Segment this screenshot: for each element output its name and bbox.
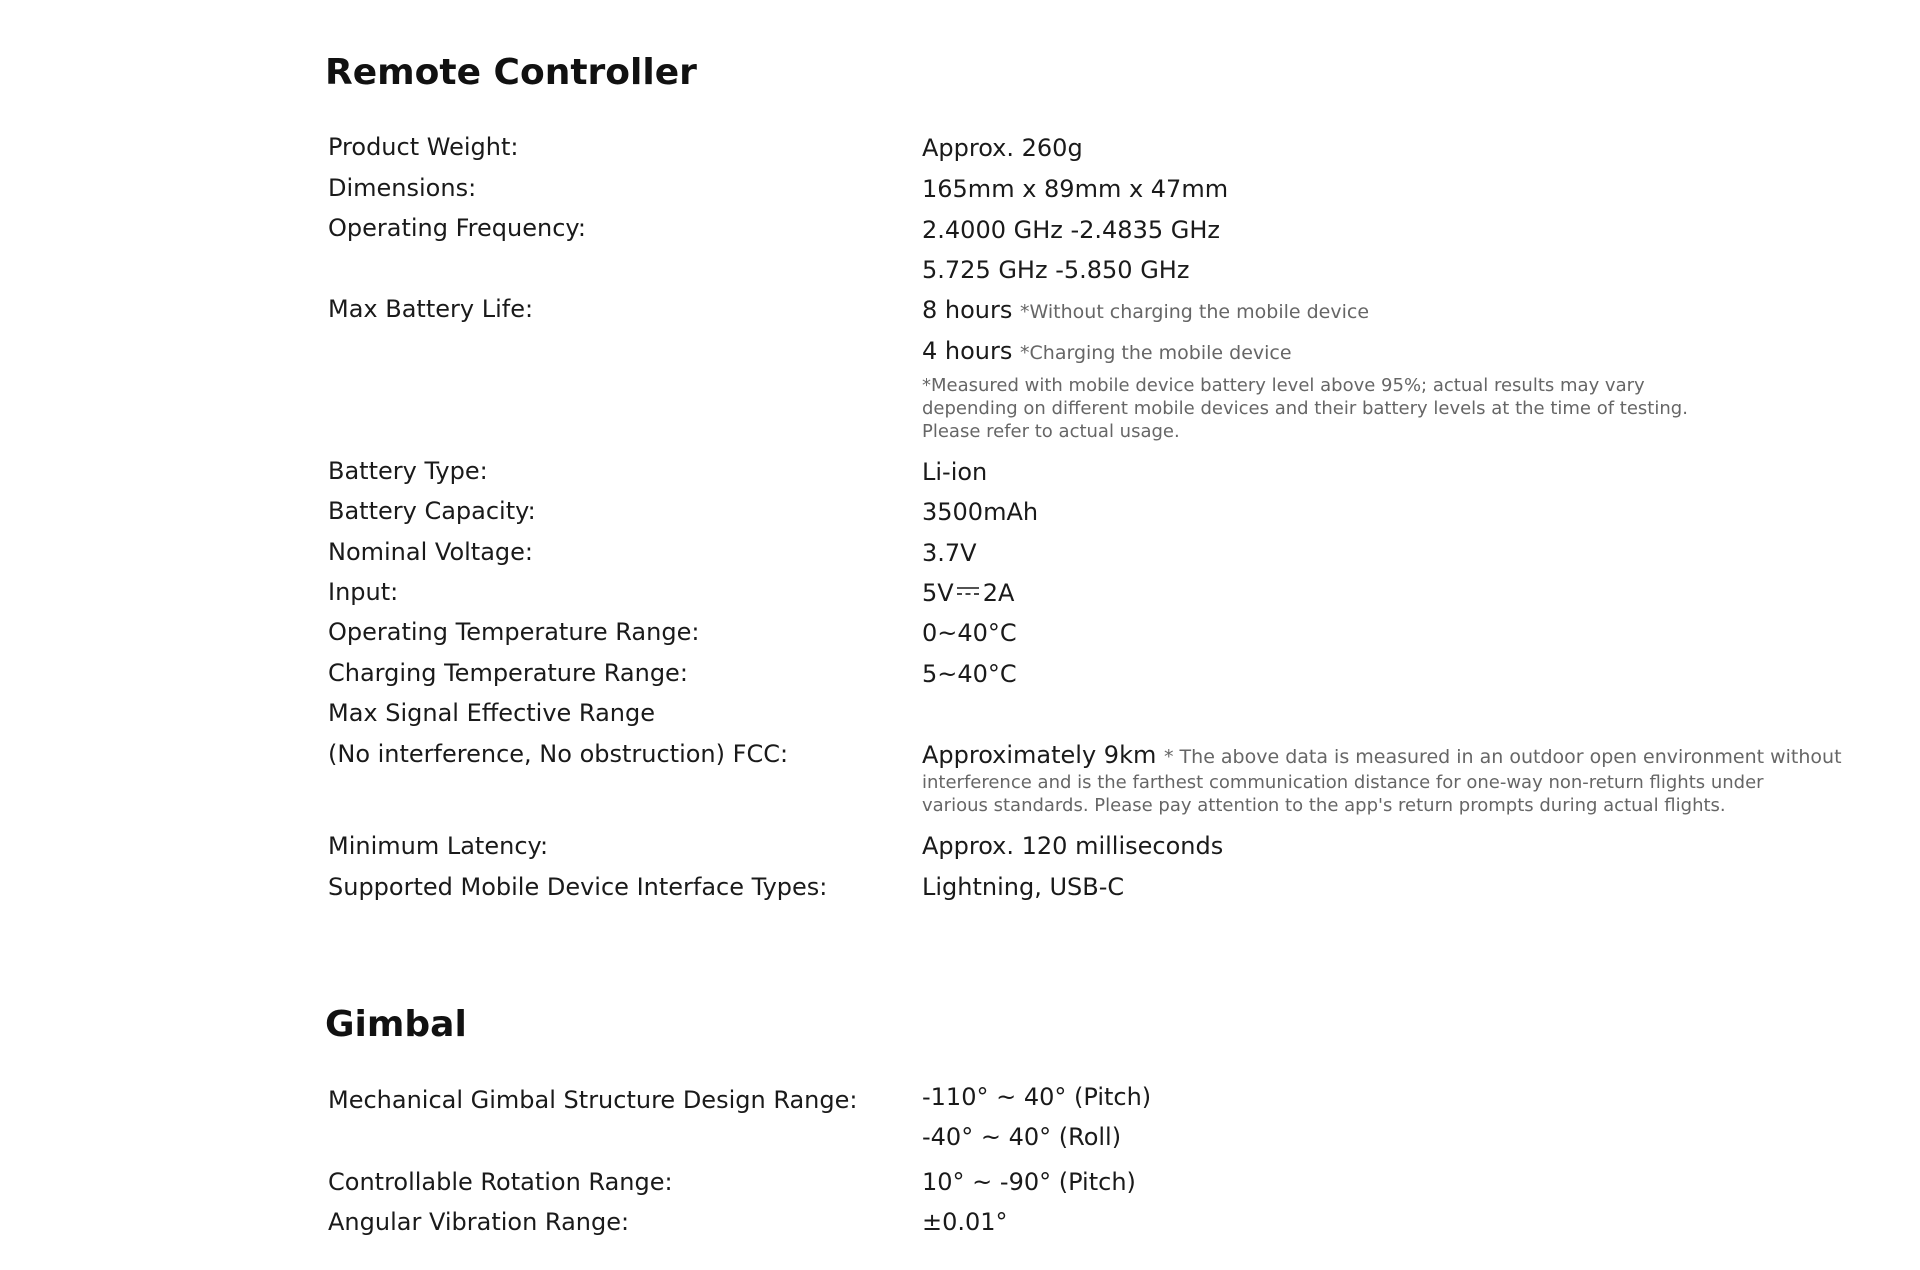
spec-label-minimum-latency: Minimum Latency: xyxy=(328,832,549,860)
spec-label-input: Input: xyxy=(328,578,399,606)
signal-footnote-line-2: interference and is the farthest communication distance for one-way non-return flights under xyxy=(922,772,1764,793)
spec-value-operating-frequency-1: 2.4000 GHz -2.4835 GHz xyxy=(922,216,1220,244)
spec-value-minimum-latency: Approx. 120 milliseconds xyxy=(922,832,1224,860)
spec-value-controllable-range: 10° ~ -90° (Pitch) xyxy=(922,1168,1136,1196)
battery-life-hours-2: 4 hours xyxy=(922,337,1013,365)
section-title-gimbal: Gimbal xyxy=(325,1004,467,1045)
battery-footnote-line-3: Please refer to actual usage. xyxy=(922,421,1180,442)
spec-value-battery-life-1 xyxy=(922,296,1369,324)
spec-value-nominal-voltage: 3.7V xyxy=(922,539,977,567)
battery-life-footnote xyxy=(922,374,1688,443)
spec-label-mechanical-range: Mechanical Gimbal Structure Design Range: xyxy=(328,1086,858,1114)
spec-label-angular-vibration: Angular Vibration Range: xyxy=(328,1208,630,1236)
battery-life-note-1: *Without charging the mobile device xyxy=(1020,301,1370,323)
spec-value-operating-frequency-2: 5.725 GHz -5.850 GHz xyxy=(922,256,1190,284)
spec-value-battery-life-2 xyxy=(922,337,1292,365)
spec-value-battery-type: Li-ion xyxy=(922,458,988,486)
spec-value-input xyxy=(922,579,1014,607)
section-title-remote-controller: Remote Controller xyxy=(325,52,697,93)
spec-value-product-weight: Approx. 260g xyxy=(922,134,1083,162)
spec-label-max-battery-life: Max Battery Life: xyxy=(328,295,534,323)
spec-label-product-weight: Product Weight: xyxy=(328,133,519,161)
signal-range-note: * The above data is measured in an outdoor open environment without xyxy=(1164,746,1842,768)
signal-footnote-line-3: various standards. Please pay attention to the app's return prompts during actual flights. xyxy=(922,795,1726,816)
battery-footnote-line-2: depending on different mobile devices and their battery levels at the time of testing. xyxy=(922,398,1688,419)
spec-label-charging-temperature: Charging Temperature Range: xyxy=(328,659,688,687)
spec-value-angular-vibration: ±0.01° xyxy=(922,1208,1008,1236)
signal-range-value: Approximately 9km xyxy=(922,741,1157,769)
battery-life-note-2: *Charging the mobile device xyxy=(1020,342,1292,364)
spec-label-operating-frequency: Operating Frequency: xyxy=(328,214,586,242)
input-current: 2A xyxy=(982,579,1015,607)
spec-label-controllable-range: Controllable Rotation Range: xyxy=(328,1168,673,1196)
spec-value-battery-capacity: 3500mAh xyxy=(922,498,1039,526)
spec-value-mechanical-range-2: -40° ~ 40° (Roll) xyxy=(922,1123,1122,1151)
spec-value-mechanical-range-1: -110° ~ 40° (Pitch) xyxy=(922,1083,1152,1111)
battery-footnote-line-1: *Measured with mobile device battery level above 95%; actual results may vary xyxy=(922,375,1645,396)
spec-label-max-signal-range-line-2: (No interference, No obstruction) FCC: xyxy=(328,740,789,768)
spec-label-battery-capacity: Battery Capacity: xyxy=(328,497,536,525)
spec-label-nominal-voltage: Nominal Voltage: xyxy=(328,538,534,566)
spec-value-dimensions: 165mm x 89mm x 47mm xyxy=(922,175,1229,203)
battery-life-hours-1: 8 hours xyxy=(922,296,1013,324)
spec-value-operating-temperature: 0~40°C xyxy=(922,619,1017,647)
spec-value-interface-types: Lightning, USB-C xyxy=(922,873,1125,901)
signal-range-footnote xyxy=(922,771,1764,817)
dc-current-icon xyxy=(957,586,979,596)
spec-label-max-signal-range-line-1: Max Signal Effective Range xyxy=(328,699,655,727)
spec-label-interface-types: Supported Mobile Device Interface Types: xyxy=(328,873,828,901)
spec-label-dimensions: Dimensions: xyxy=(328,174,477,202)
input-voltage: 5V xyxy=(922,579,954,607)
spec-label-battery-type: Battery Type: xyxy=(328,457,488,485)
spec-label-operating-temperature: Operating Temperature Range: xyxy=(328,618,700,646)
spec-value-max-signal-range xyxy=(922,741,1842,769)
spec-value-charging-temperature: 5~40°C xyxy=(922,660,1017,688)
